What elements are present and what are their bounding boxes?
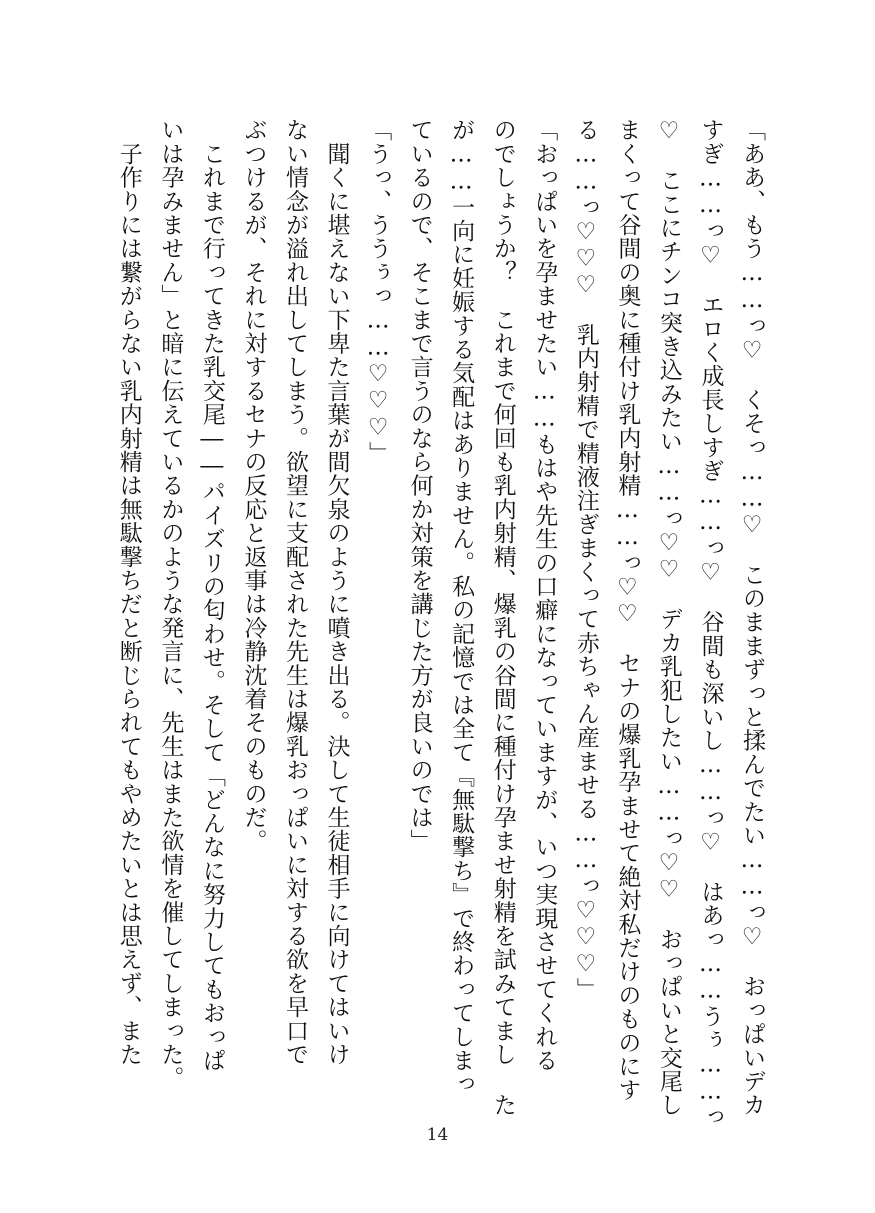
text-line: 「ああ、もう……っ♡ くそっ……♡ このままずっと揉んでたい……っ♡ おっぱいデカ — [739, 118, 765, 1117]
text-line: ぶつけるが、それに対するセナの反応と返事は冷静沈着そのものだ。 — [240, 118, 267, 853]
text-line: いは孕みません」と暗に伝えているかのような発言に、先生はまた欲情を催してしまった。 — [157, 118, 184, 1090]
text-line: 子作りには繋がらない乳内射精は無駄撃ちだと断じられてもやめたいとは思えず、また — [115, 118, 142, 1066]
text-line: 聞くに堪えない下卑た言葉が間欠泉のように噴き出る。決して生徒相手に向けてはいけ — [323, 118, 350, 1066]
text-line: のでしょうか？ これまで何回も乳内射精、爆乳の谷間に種付け孕ませ射精を試みてまし た — [489, 118, 516, 1117]
text-line: ♡ ここにチンコ突き込みたい……っ♡♡ デカ乳犯したい……っ♡♡ おっぱいと交尾し — [655, 118, 682, 1117]
text-line: 「うっ、ううぅっ……♡♡♡」 — [365, 118, 392, 465]
text-line: ているので、そこまで言うのなら何か対策を講じた方が良いのでは」 — [406, 118, 433, 853]
text-line: すぎ……っ♡ エロく成長しすぎ……っ♡ 谷間も深いし……っ♡ はあっ……うぅ……っ — [697, 118, 724, 1129]
text-line: る……っ♡♡♡ 乳内射精で精液注ぎまくって赤ちゃん産ませる……っ♡♡♡」 — [572, 118, 599, 1002]
text-line: ない情念が溢れ出してしまう。欲望に支配された先生は爆乳おっぱいに対する欲を早口で — [281, 118, 308, 1066]
text-line: これまで行ってきた乳交尾――パイズリの匂わせ。そして「どんなに努力してもおっぱ — [198, 118, 225, 1072]
text-line: 「おっぱいを孕ませたい……もはや先生の口癖になっていますが、いつ実現させてくれる — [531, 118, 558, 1072]
text-line: まくって谷間の奥に種付け乳内射精……っ♡♡ セナの爆乳孕ませて絶対私だけのものにす — [614, 118, 641, 1102]
page-number: 14 — [426, 1125, 449, 1145]
vertical-text-body — [115, 118, 765, 1129]
text-line: が……一向に妊娠する気配はありません。私の記憶では全て『無駄撃ち』で終わってしまっ — [448, 118, 475, 1096]
